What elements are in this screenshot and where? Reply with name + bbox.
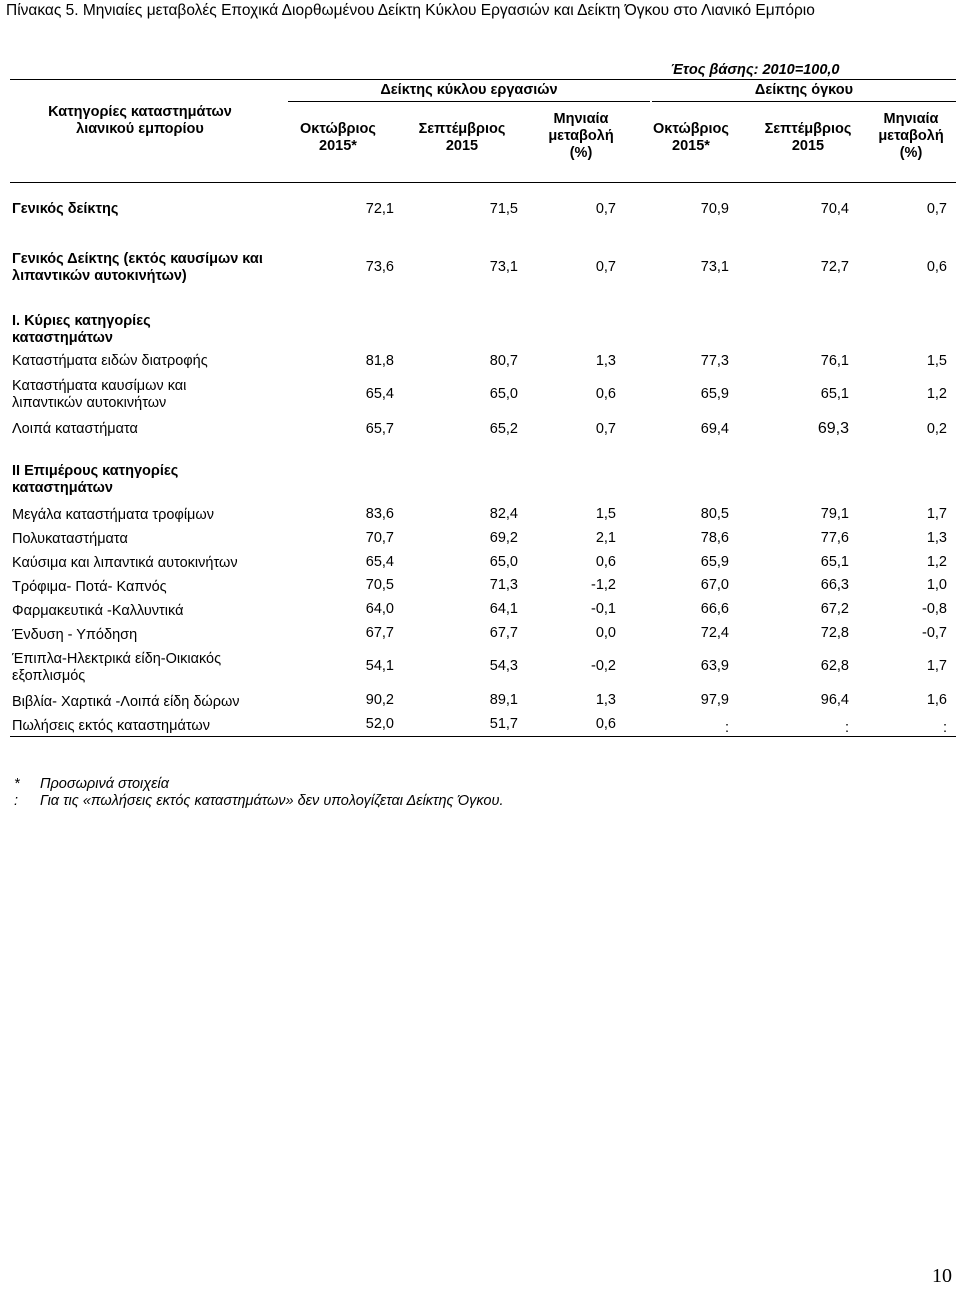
cell: 1,5: [595, 506, 616, 522]
cell: -0,8: [922, 601, 947, 617]
cell: 0,6: [595, 716, 616, 732]
cell: 71,3: [489, 577, 518, 593]
volume-oct-header: Οκτώβριος 2015*: [653, 121, 729, 154]
turnover-group-rule: [288, 101, 650, 102]
cell: -1,2: [591, 577, 616, 593]
cell: 65,4: [365, 554, 394, 570]
row-label: Καταστήματα καυσίμων και λιπαντικών αυτοκινήτων: [12, 378, 187, 411]
cell: 65,2: [489, 421, 518, 437]
cell: 62,8: [820, 658, 849, 674]
cell: 89,1: [489, 692, 518, 708]
cell: 0,7: [595, 201, 616, 217]
cell: 0,6: [595, 554, 616, 570]
cell: 65,9: [700, 386, 729, 402]
header-bottom-rule: [10, 182, 956, 183]
cell: 1,5: [926, 353, 947, 369]
cell: 73,1: [700, 259, 729, 275]
row-label: Μεγάλα καταστήματα τροφίμων: [12, 507, 214, 523]
cell: 90,2: [365, 692, 394, 708]
cell: 78,6: [700, 530, 729, 546]
section-heading: I. Κύριες κατηγορίες καταστημάτων: [12, 313, 151, 346]
cell: 76,1: [820, 353, 849, 369]
cell: 0,7: [595, 421, 616, 437]
cell: 70,4: [820, 201, 849, 217]
row-label: Ένδυση - Υπόδηση: [12, 627, 138, 643]
row-label: Λοιπά καταστήματα: [12, 421, 138, 437]
cell: 72,8: [820, 625, 849, 641]
cell: 80,5: [700, 506, 729, 522]
cell: 71,5: [489, 201, 518, 217]
cell: 69,4: [700, 421, 729, 437]
row-label: Γενικός Δείκτης (εκτός καυσίμων και λιπαντικών αυτοκινήτων): [12, 251, 263, 284]
cell: 0,7: [595, 259, 616, 275]
cell: 65,1: [820, 554, 849, 570]
row-label: Πωλήσεις εκτός καταστημάτων: [12, 718, 210, 734]
cell: 83,6: [365, 506, 394, 522]
page-number: 10: [932, 1265, 952, 1287]
cell: 70,7: [365, 530, 394, 546]
volume-group-rule: [652, 101, 956, 102]
header-top-rule: [10, 79, 956, 80]
cell: :: [724, 720, 729, 736]
cell: 0,7: [926, 201, 947, 217]
cell: 69,2: [489, 530, 518, 546]
row-label: Γενικός δείκτης: [12, 201, 119, 217]
cell: 0,6: [926, 259, 947, 275]
turnover-oct-header: Οκτώβριος 2015*: [300, 121, 376, 154]
cell: -0,1: [591, 601, 616, 617]
cell: 1,0: [926, 577, 947, 593]
footnote-text: Για τις «πωλήσεις εκτός καταστημάτων» δεν υπολογίζεται Δείκτης Όγκου.: [40, 793, 504, 809]
cell: 52,0: [365, 716, 394, 732]
cell: 82,4: [489, 506, 518, 522]
cell: 66,3: [820, 577, 849, 593]
row-label: Έπιπλα-Ηλεκτρικά είδη-Οικιακός εξοπλισμός: [12, 651, 222, 684]
cell: 1,3: [595, 353, 616, 369]
cell: 54,1: [365, 658, 394, 674]
cell: 54,3: [489, 658, 518, 674]
cell: 73,6: [365, 259, 394, 275]
cell: 67,7: [489, 625, 518, 641]
cell: 69,3: [817, 420, 849, 437]
cell: 0,0: [595, 625, 616, 641]
cell: 64,1: [489, 601, 518, 617]
volume-change-header: Μηνιαία μεταβολή (%): [878, 111, 944, 161]
cell: 73,1: [489, 259, 518, 275]
cell: 77,6: [820, 530, 849, 546]
section-heading: II Επιμέρους κατηγορίες καταστημάτων: [12, 463, 179, 496]
footnote-mark: *: [14, 776, 20, 792]
cell: 65,7: [365, 421, 394, 437]
cell: 2,1: [595, 530, 616, 546]
cell: 51,7: [489, 716, 518, 732]
cell: 1,7: [926, 658, 947, 674]
turnover-group-header: Δείκτης κύκλου εργασιών: [380, 82, 558, 98]
cell: 66,6: [700, 601, 729, 617]
cell: 70,9: [700, 201, 729, 217]
cell: 81,8: [365, 353, 394, 369]
volume-group-header: Δείκτης όγκου: [754, 82, 854, 98]
row-label: Βιβλία- Χαρτικά -Λοιπά είδη δώρων: [12, 694, 240, 710]
cell: 67,7: [365, 625, 394, 641]
cell: 65,0: [489, 386, 518, 402]
cell: 67,2: [820, 601, 849, 617]
footnote-mark: :: [14, 793, 19, 809]
footnote-text: Προσωρινά στοιχεία: [40, 776, 170, 792]
cell: 79,1: [820, 506, 849, 522]
row-label: Καύσιμα και λιπαντικά αυτοκινήτων: [12, 555, 238, 571]
cell: 65,4: [365, 386, 394, 402]
turnover-change-header: Μηνιαία μεταβολή (%): [548, 111, 614, 161]
cell: 72,4: [700, 625, 729, 641]
cell: 1,3: [926, 530, 947, 546]
row-label: Φαρμακευτικά -Καλλυντικά: [12, 603, 184, 619]
cell: :: [844, 720, 849, 736]
cell: 70,5: [365, 577, 394, 593]
cell: 65,1: [820, 386, 849, 402]
cell: 63,9: [700, 658, 729, 674]
cell: 65,9: [700, 554, 729, 570]
cell: -0,7: [922, 625, 947, 641]
category-column-header: Κατηγορίες καταστημάτων λιανικού εμπορίου: [48, 104, 232, 137]
row-label: Καταστήματα ειδών διατροφής: [12, 353, 208, 369]
cell: 1,3: [595, 692, 616, 708]
cell: 65,0: [489, 554, 518, 570]
table-bottom-rule: [10, 736, 956, 737]
cell: 1,2: [926, 554, 947, 570]
cell: 64,0: [365, 601, 394, 617]
cell: 0,6: [595, 386, 616, 402]
cell: 96,4: [820, 692, 849, 708]
cell: 77,3: [700, 353, 729, 369]
cell: 72,7: [820, 259, 849, 275]
cell: 1,6: [926, 692, 947, 708]
volume-sep-header: Σεπτέμβριος 2015: [764, 121, 852, 154]
cell: 72,1: [365, 201, 394, 217]
cell: 1,2: [926, 386, 947, 402]
cell: -0,2: [591, 658, 616, 674]
base-year-label: Έτος βάσης: 2010=100,0: [670, 62, 840, 78]
cell: :: [942, 720, 947, 736]
cell: 80,7: [489, 353, 518, 369]
cell: 67,0: [700, 577, 729, 593]
turnover-sep-header: Σεπτέμβριος 2015: [418, 121, 506, 154]
cell: 1,7: [926, 506, 947, 522]
table-title: Πίνακας 5. Μηνιαίες μεταβολές Εποχικά Διορθωμένου Δείκτη Κύκλου Εργασιών και Δείκτη Όγκου στο Λιανικό Εμπόριο: [6, 2, 815, 19]
row-label: Πολυκαταστήματα: [12, 531, 128, 547]
row-label: Τρόφιμα- Ποτά- Καπνός: [12, 579, 167, 595]
cell: 0,2: [926, 421, 947, 437]
cell: 97,9: [700, 692, 729, 708]
